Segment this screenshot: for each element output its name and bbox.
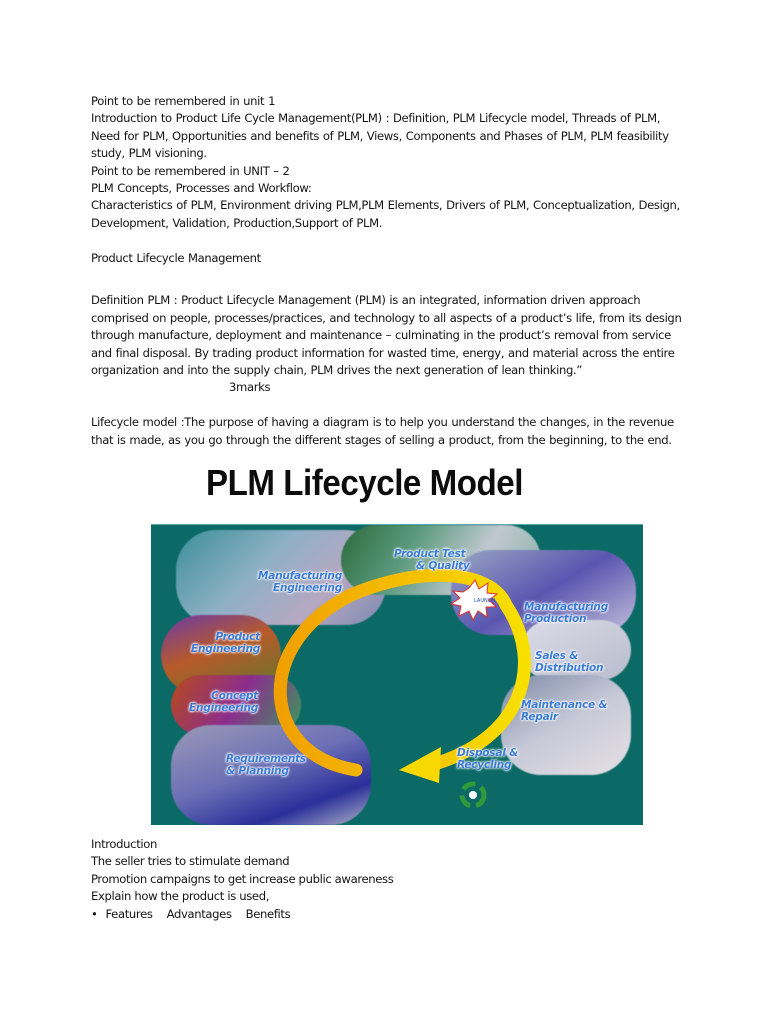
- definition-paragraph: Definition PLM : Product Lifecycle Management (PLM) is an integrated, information driven approach comprised on people, processes/practices, and technology to all aspects of a product’s life, from its design through manufacture, deployment and maintenance – culminating in the product’s removal from service and final disposal. By trading product information for wasted time, energy, and material across the entire organization and into the supply chain, PLM drives the next generation of lean thinking.”: [91, 293, 682, 378]
- introduction-heading: Introduction: [91, 837, 158, 851]
- spacer: [91, 232, 691, 249]
- intro-line: Promotion campaigns to get increase public awareness: [91, 871, 394, 886]
- bullet-icon: •: [91, 906, 98, 921]
- spacer: [91, 267, 691, 284]
- stage-product-engineering: Product Engineering: [191, 631, 261, 655]
- stage-requirements-planning: Requirements & Planning: [226, 753, 306, 777]
- introduction-section: [91, 836, 491, 923]
- lifecycle-model-paragraph: Lifecycle model :The purpose of having a diagram is to help you understand the changes, in the revenue that is made, as you go through the different stages of selling a product, from the beginning, to the end.: [91, 415, 674, 447]
- unit2-heading: Point to be remembered in UNIT – 2: [91, 163, 290, 178]
- unit1-heading: Point to be remembered in unit 1: [91, 94, 276, 108]
- stage-concept-engineering: Concept Engineering: [189, 690, 259, 714]
- stage-product-test-quality: Product Test & Quality: [394, 548, 470, 572]
- stage-manufacturing-engineering: Manufacturing Engineering: [258, 570, 343, 594]
- stage-sales-distribution: Sales & Distribution: [535, 650, 604, 674]
- recycle-icon: [462, 784, 484, 806]
- bullet-list-item: [91, 906, 491, 923]
- unit1-topics: Introduction to Product Life Cycle Management(PLM) : Definition, PLM Lifecycle model, Threads of PLM, Need for PLM, Opportunities and benefits of PLM, Views, Components and Phases of PLM, PLM feasibility study, PLM visioning.: [91, 111, 669, 161]
- unit2-subtitle: PLM Concepts, Processes and Workflow:: [91, 181, 312, 196]
- bullet-benefits: Benefits: [245, 906, 291, 921]
- intro-line: The seller tries to stimulate demand: [91, 854, 290, 869]
- marks-label: 3marks: [229, 380, 271, 395]
- plm-lifecycle-diagram: [151, 524, 643, 825]
- stage-maintenance-repair: Maintenance & Repair: [521, 699, 608, 723]
- bullet-features: Features: [105, 906, 153, 921]
- unit2-topics: Characteristics of PLM, Environment driving PLM,PLM Elements, Drivers of PLM, Conceptualization, Design, Development, Validation, Production,Support of PLM.: [91, 198, 680, 230]
- stage-disposal-recycling: Disposal & Recycling: [457, 747, 519, 771]
- spacer: [91, 397, 691, 414]
- diagram-title: PLM Lifecycle Model: [206, 462, 524, 503]
- bullet-advantages: Advantages: [166, 906, 232, 921]
- intro-line: Explain how the product is used,: [91, 889, 270, 904]
- svg-text:LAUNCH: LAUNCH: [474, 598, 495, 604]
- section-heading: Product Lifecycle Management: [91, 250, 261, 265]
- document-body: [91, 93, 691, 449]
- stage-manufacturing-production: Manufacturing Production: [524, 601, 609, 625]
